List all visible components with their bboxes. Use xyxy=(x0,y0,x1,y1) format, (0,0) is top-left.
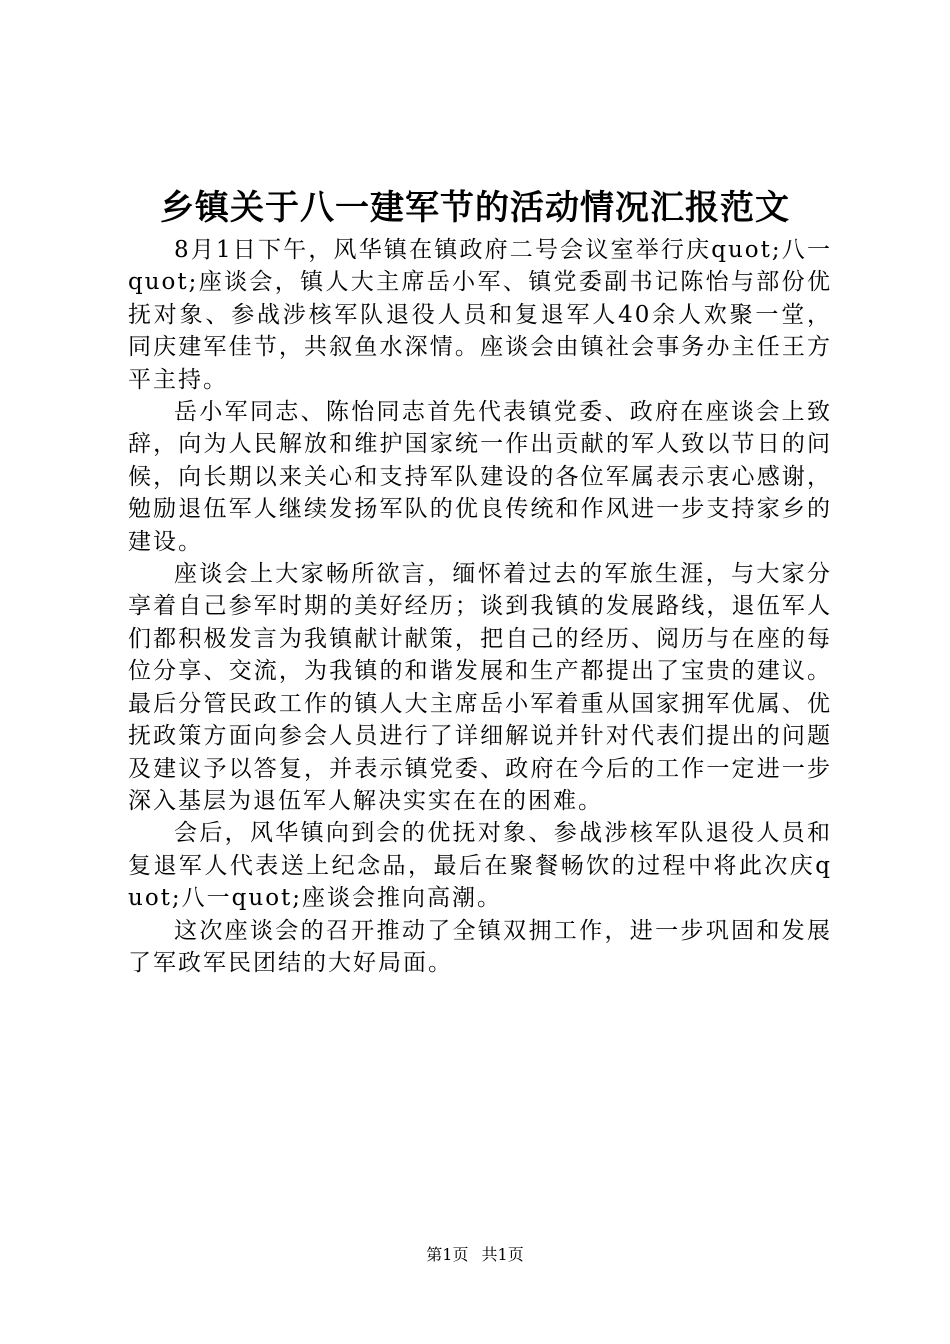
paragraph-4: 会后，风华镇向到会的优抚对象、参战涉核军队退役人员和复退军人代表送上纪念品，最后在聚餐畅饮的过程中将此次庆quot;八一quot;座谈会推向高潮。 xyxy=(128,820,832,912)
paragraph-3: 座谈会上大家畅所欲言，缅怀着过去的军旅生涯，与大家分享着自己参军时期的美好经历；谈到我镇的发展路线，退伍军人们都积极发言为我镇献计献策，把自己的经历、阅历与在座的每位分享、交流，为我镇的和谐发展和生产都提出了宝贵的建议。最后分管民政工作的镇人大主席岳小军着重从国家拥军优属、优抚政策方面向参会人员进行了详细解说并针对代表们提出的问题及建议予以答复，并表示镇党委、政府在今后的工作一定进一步深入基层为退伍军人解决实实在在的困难。 xyxy=(128,561,832,814)
page-number-total: 共1页 xyxy=(481,1245,524,1264)
paragraph-2: 岳小军同志、陈怡同志首先代表镇党委、政府在座谈会上致辞，向为人民解放和维护国家统一作出贡献的军人致以节日的问候，向长期以来关心和支持军队建设的各位军属表示衷心感谢，勉励退伍军人继续发扬军队的优良传统和作风进一步支持家乡的建设。 xyxy=(128,399,832,555)
document-body xyxy=(128,234,832,979)
page-number-current: 第1页 xyxy=(426,1245,469,1264)
document-title: 乡镇关于八一建军节的活动情况汇报范文 xyxy=(160,188,790,228)
paragraph-5: 这次座谈会的召开推动了全镇双拥工作，进一步巩固和发展了军政军民团结的大好局面。 xyxy=(128,917,832,976)
paragraph-1: 8月1日下午，风华镇在镇政府二号会议室举行庆quot;八一quot;座谈会，镇人大主席岳小军、镇党委副书记陈怡与部份优抚对象、参战涉核军队退役人员和复退军人40余人欢聚一堂，同庆建军佳节，共叙鱼水深情。座谈会由镇社会事务办主任王方平主持。 xyxy=(128,237,832,393)
page-footer xyxy=(0,1243,950,1267)
